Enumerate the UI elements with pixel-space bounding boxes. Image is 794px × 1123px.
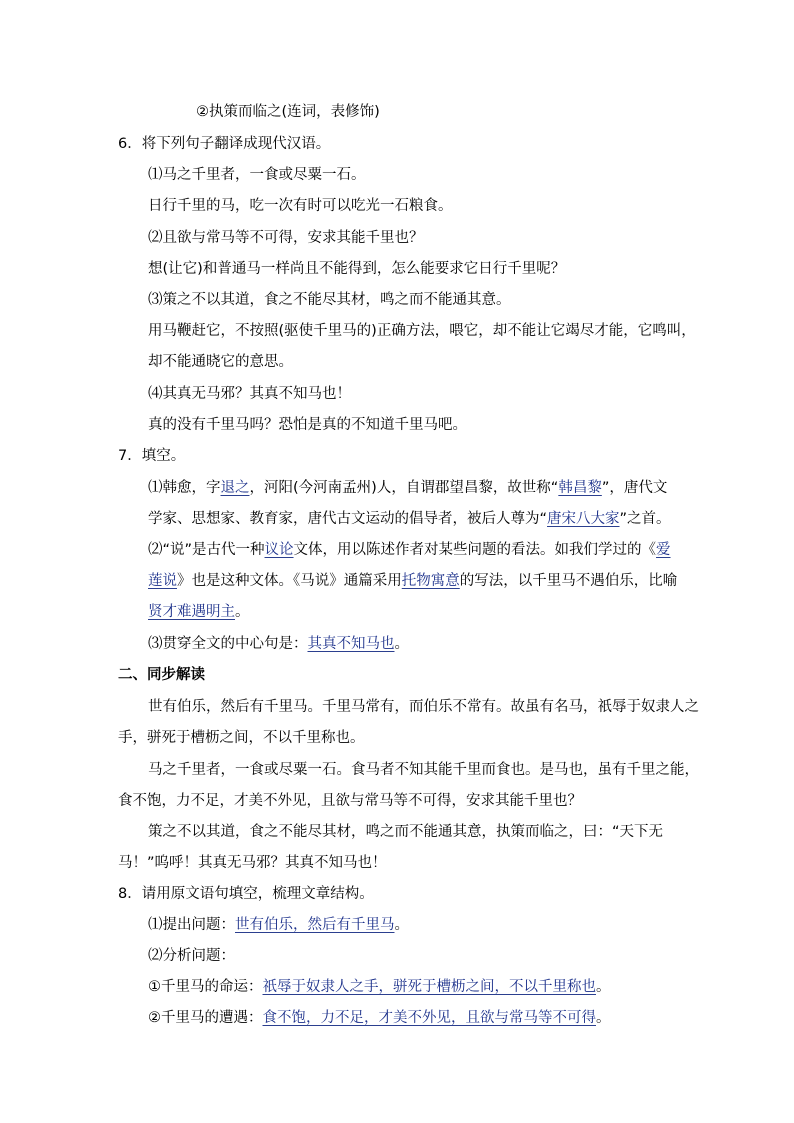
text: 。 xyxy=(596,1010,611,1026)
sentence-2: ⑵且欲与常马等不可得，安求其能千里也？ xyxy=(148,230,424,246)
text: 文体，用以陈述作者对某些问题的看法。如我们学过的《 xyxy=(293,542,657,558)
sentence-1: ⑴马之千里者，一食或尽粟一石。 xyxy=(148,167,366,183)
translation-3: 用马鞭赶它，不按照(驱使千里马的)正确方法，喂它，却不能让它竭尽才能，它鸣叫， xyxy=(148,323,696,339)
fill-line-2-end xyxy=(148,602,250,622)
fill-line-1-cont xyxy=(148,509,671,529)
passage-line: 马之千里者，一食或尽粟一石。食马者不知其能千里而食也。是马也，虽有千里之能， xyxy=(148,762,699,778)
fill-line-3 xyxy=(148,634,409,654)
text: ”之首。 xyxy=(619,511,671,527)
passage-line: 食不饱，力不足，才美不外见，且欲与常马等不可得，安求其能千里也？ xyxy=(118,793,582,809)
answer-blank: 贤才难遇明主 xyxy=(148,604,235,620)
answer-blank: 议论 xyxy=(264,542,294,558)
answer-blank: 莲说 xyxy=(148,573,177,589)
text: ⑴提出问题： xyxy=(148,917,235,933)
text: ”，唐代文 xyxy=(601,480,668,496)
structure-line-1 xyxy=(148,915,409,935)
answer-blank: 唐宋八大家 xyxy=(547,511,620,527)
structure-line-4 xyxy=(148,1008,611,1028)
fill-line-1 xyxy=(148,478,667,498)
text: 学家、思想家、教育家，唐代古文运动的倡导者，被后人尊为“ xyxy=(148,511,548,527)
question-6-heading: 6．将下列句子翻译成现代汉语。 xyxy=(118,136,331,152)
passage-line: 世有伯乐，然后有千里马。千里马常有，而伯乐不常有。故虽有名马，祇辱于奴隶人之 xyxy=(148,699,699,715)
sentence-4: ⑷其真无马邪？其真不知马也！ xyxy=(148,386,351,402)
text: ⑵“说”是古代一种 xyxy=(148,542,265,558)
answer-blank: 食不饱，力不足，才美不外见，且欲与常马等不可得 xyxy=(262,1010,596,1026)
structure-line-3 xyxy=(148,977,611,997)
answer-blank: 祇辱于奴隶人之手，骈死于槽枥之间，不以千里称也 xyxy=(262,979,596,995)
text: 。 xyxy=(394,636,409,652)
fill-line-2-cont xyxy=(148,571,677,591)
text: 》也是这种文体。《马说》通篇采用 xyxy=(177,573,402,589)
text: 。 xyxy=(235,604,250,620)
passage-line: 策之不以其道，食之不能尽其材，鸣之而不能通其意，执策而临之，曰：“天下无 xyxy=(148,824,664,840)
translation-3-cont: 却不能通晓它的意思。 xyxy=(148,354,293,370)
translation-2: 想(让它)和普通马一样尚且不能得到，怎么能要求它日行千里呢？ xyxy=(148,261,566,277)
translation-1: 日行千里的马，吃一次有时可以吃光一石粮食。 xyxy=(148,198,453,214)
question-7-heading: 7．填空。 xyxy=(118,448,186,464)
translation-4: 真的没有千里马吗？恐怕是真的不知道千里马吧。 xyxy=(148,417,467,433)
text: 。 xyxy=(394,917,409,933)
sentence-3: ⑶策之不以其道，食之不能尽其材，鸣之而不能通其意。 xyxy=(148,292,511,308)
answer-blank: 世有伯乐，然后有千里马 xyxy=(235,917,395,933)
text: ⑴韩愈，字 xyxy=(148,480,221,496)
answer-blank: 退之 xyxy=(220,480,250,496)
answer-blank: 爱 xyxy=(656,542,671,558)
annotation-line: ②执策而临之(连词，表修饰) xyxy=(196,104,380,120)
fill-line-2 xyxy=(148,540,671,560)
text: 的写法，以千里马不遇伯乐，比喻 xyxy=(459,573,678,589)
text: 。 xyxy=(596,979,611,995)
passage-line: 手，骈死于槽枥之间，不以千里称也。 xyxy=(118,730,365,746)
text: ⑶贯穿全文的中心句是： xyxy=(148,636,308,652)
text: ②千里马的遭遇： xyxy=(148,1010,263,1026)
question-8-heading: 8．请用原文语句填空，梳理文章结构。 xyxy=(118,886,374,902)
text: ①千里马的命运： xyxy=(148,979,263,995)
section-heading: 二、同步解读 xyxy=(118,667,205,683)
text: ，河阳(今河南孟州)人，自谓郡望昌黎，故世称“ xyxy=(249,480,559,496)
answer-blank: 其真不知马也 xyxy=(307,636,395,652)
answer-blank: 托物寓意 xyxy=(401,573,460,589)
passage-line: 马！”呜呼！其真无马邪？其真不知马也！ xyxy=(118,855,387,871)
answer-blank: 韩昌黎 xyxy=(558,480,602,496)
structure-line-2: ⑵分析问题： xyxy=(148,948,235,964)
